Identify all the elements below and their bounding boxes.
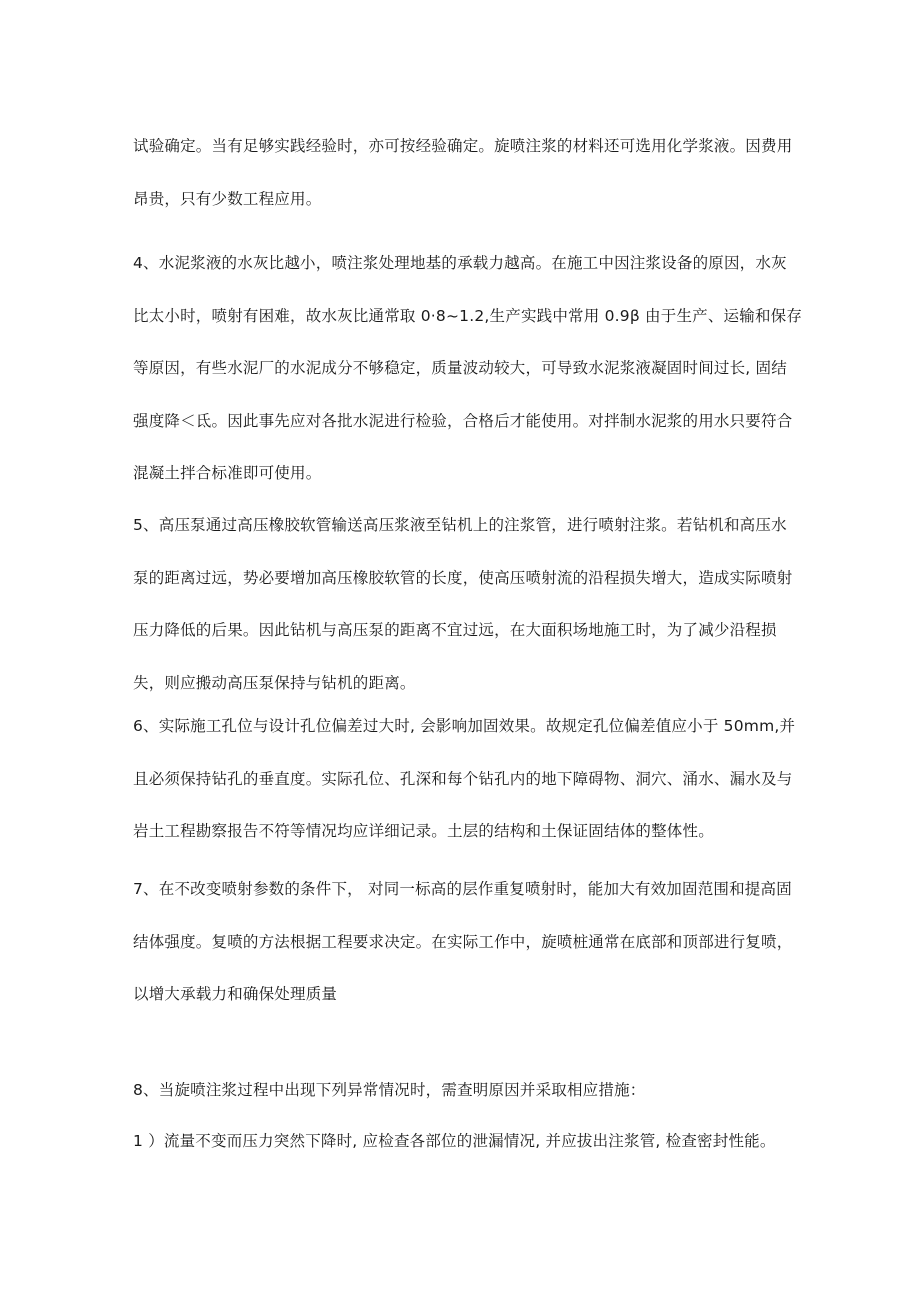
text-line: 失，则应搬动高压泵保持与钻机的距离。 — [133, 673, 416, 692]
text-line: 强度降＜氐。因此事先应对各批水泥进行检验，合格后才能使用。对拌制水泥浆的用水只要符合 — [133, 411, 793, 430]
text-line: 1 ）流量不变而压力突然下降时, 应检查各部位的泄漏情况, 并应拔出注浆管, 检查密封性能。 — [133, 1132, 776, 1150]
text-line: 7、在不改变喷射参数的条件下， 对同一标高的层作重复喷射时，能加大有效加固范围和提高固 — [133, 880, 792, 898]
paragraph-item-7 — [133, 863, 793, 1021]
paragraph-item-4 — [133, 237, 803, 500]
text-line: 比太小时，喷射有困难，故水灰比通常取 0·8~1.2,生产实践中常用 0.9β 由于生产、运输和保存 — [133, 306, 803, 325]
paragraph-subitem-1 — [133, 1115, 793, 1168]
text-line: 岩土工程勘察报告不符等情况均应详细记录。土层的结构和土保证固结体的整体性。 — [133, 822, 714, 840]
text-line: 泵的距离过远，势必要增加高压橡胶软管的长度，使高压喷射流的沿程损失增大，造成实际喷射 — [133, 568, 793, 587]
text-line: 6、实际施工孔位与设计孔位偏差过大时, 会影响加固效果。故规定孔位偏差值应小于 50mm,并 — [133, 717, 796, 735]
text-line: 试验确定。当有足够实践经验时，亦可按经验确定。旋喷注浆的材料还可选用化学浆液。因费用 — [133, 137, 793, 155]
paragraph-item-5 — [133, 499, 793, 709]
text-line: 5、高压泵通过高压橡胶软管输送高压浆液至钻机上的注浆管，进行喷射注浆。若钻机和高压水 — [133, 516, 787, 534]
text-line: 8、当旋喷注浆过程中出现下列异常情况时，需查明原因并采取相应措施： — [133, 1081, 646, 1099]
paragraph-item-6 — [133, 700, 796, 858]
text-line: 压力降低的后果。因此钻机与高压泵的距离不宜过远，在大面积场地施工时，为了减少沿程损 — [133, 621, 777, 639]
paragraph-continuation — [133, 120, 793, 225]
text-line: 等原因，有些水泥厂的水泥成分不够稳定，质量波动较大，可导致水泥浆液凝固时间过长, 固结 — [133, 359, 787, 377]
text-line: 以增大承载力和确保处理质量 — [133, 985, 338, 1003]
text-line: 4、水泥浆液的水灰比越小，喷注浆处理地基的承载力越高。在施工中因注浆设备的原因，水灰 — [133, 254, 787, 272]
paragraph-item-8 — [133, 1064, 793, 1117]
text-line: 结体强度。复喷的方法根据工程要求决定。在实际工作中，旋喷桩通常在底部和顶部进行复喷， — [133, 932, 793, 951]
text-line: 且必须保持钻孔的垂直度。实际孔位、孔深和每个钻孔内的地下障碍物、洞穴、涌水、漏水及与 — [133, 769, 793, 788]
text-line: 混凝土拌合标准即可使用。 — [133, 464, 322, 482]
text-line: 昂贵，只有少数工程应用。 — [133, 189, 322, 208]
